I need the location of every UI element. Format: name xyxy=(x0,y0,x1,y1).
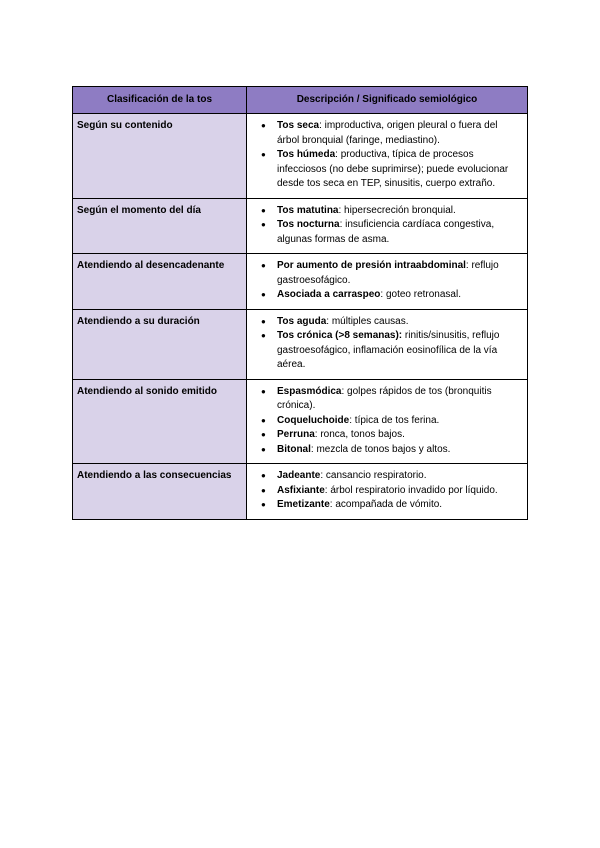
bullet-icon: ● xyxy=(261,150,266,159)
list-item xyxy=(261,469,519,484)
bullet-icon: ● xyxy=(261,290,266,299)
row-description xyxy=(247,254,528,310)
list-item xyxy=(261,414,519,429)
list-item xyxy=(261,428,519,443)
description-list xyxy=(251,119,519,192)
row-category: Según el momento del día xyxy=(73,198,247,254)
description-list xyxy=(251,315,519,373)
item-text: : ronca, tonos bajos. xyxy=(314,429,405,440)
list-item xyxy=(261,385,519,414)
description-list xyxy=(251,259,519,303)
row-category: Atendiendo a las consecuencias xyxy=(73,464,247,520)
row-category: Según su contenido xyxy=(73,114,247,199)
list-item xyxy=(261,484,519,499)
item-term: Tos nocturna xyxy=(277,219,340,230)
item-text: : hipersecreción bronquial. xyxy=(338,204,456,216)
list-item xyxy=(261,119,519,148)
row-description xyxy=(247,114,528,199)
item-text: : típica de tos ferina. xyxy=(349,414,440,426)
list-item xyxy=(261,218,519,247)
item-text: : productiva, típica de procesos infecciosos (no debe suprimirse); puede evolucionar desde tos seca en TEP, sinusitis, cuerpo extraño. xyxy=(277,149,509,189)
bullet-icon: ● xyxy=(261,485,266,495)
row-description xyxy=(247,198,528,254)
item-text: : insuficiencia cardíaca congestiva, algunas formas de asma. xyxy=(277,219,495,245)
table-row xyxy=(73,198,528,254)
item-term: Tos aguda xyxy=(277,315,327,327)
item-term: Tos seca xyxy=(277,120,320,131)
table-row xyxy=(73,464,528,520)
item-term: Asociada a carraspeo xyxy=(277,289,381,300)
item-term: Tos húmeda xyxy=(277,149,336,160)
item-text: rinitis/sinusitis, reflujo gastroesofágico, inflamación eosinofílica de la vía aérea. xyxy=(277,330,500,370)
item-text: : múltiples causas. xyxy=(326,315,409,327)
row-category: Atendiendo al desencadenante xyxy=(73,254,247,310)
row-description xyxy=(247,464,528,520)
item-term: Tos crónica (>8 semanas): xyxy=(277,330,403,341)
item-text: : cansancio respiratorio. xyxy=(320,470,427,481)
list-item xyxy=(261,259,519,288)
description-list xyxy=(251,385,519,458)
list-item xyxy=(261,315,519,330)
item-term: Perruna xyxy=(277,429,315,440)
table-row xyxy=(73,379,528,464)
list-item xyxy=(261,288,519,303)
item-text: : golpes rápidos de tos (bronquitis crónica). xyxy=(277,385,492,411)
item-term: Por aumento de presión intraabdominal xyxy=(277,260,466,271)
item-term: Coqueluchoide xyxy=(277,414,350,426)
cough-classification-table xyxy=(72,86,528,520)
bullet-icon: ● xyxy=(261,471,266,480)
list-item xyxy=(261,498,519,513)
list-item xyxy=(261,148,519,192)
item-term: Tos matutina xyxy=(277,204,339,216)
item-text: : goteo retronasal. xyxy=(380,289,461,300)
table-header-row xyxy=(73,87,528,114)
bullet-icon: ● xyxy=(261,316,266,326)
item-text: : acompañada de vómito. xyxy=(329,499,443,510)
item-term: Bitonal xyxy=(277,443,311,455)
bullet-icon: ● xyxy=(261,430,266,439)
description-list xyxy=(251,469,519,513)
table-row xyxy=(73,254,528,310)
item-term: Espasmódica xyxy=(277,385,342,397)
item-text: : árbol respiratorio invadido por líquido. xyxy=(324,484,498,496)
bullet-icon: ● xyxy=(261,444,266,454)
row-category: Atendiendo al sonido emitido xyxy=(73,379,247,464)
row-description xyxy=(247,309,528,379)
item-term: Asfixiante xyxy=(277,484,325,496)
row-category: Atendiendo a su duración xyxy=(73,309,247,379)
row-description xyxy=(247,379,528,464)
bullet-icon: ● xyxy=(261,415,266,425)
item-text: : reflujo gastroesofágico. xyxy=(277,260,499,286)
bullet-icon: ● xyxy=(261,220,266,229)
header-classification: Clasificación de la tos xyxy=(73,87,247,114)
list-item xyxy=(261,329,519,373)
item-term: Jadeante xyxy=(277,470,321,481)
item-text: : mezcla de tonos bajos y altos. xyxy=(310,443,451,455)
table-row xyxy=(73,114,528,199)
bullet-icon: ● xyxy=(261,205,266,215)
description-list xyxy=(251,204,519,248)
bullet-icon: ● xyxy=(261,500,266,509)
bullet-icon: ● xyxy=(261,386,266,396)
list-item xyxy=(261,443,519,458)
bullet-icon: ● xyxy=(261,121,266,130)
item-term: Emetizante xyxy=(277,499,330,510)
item-text: : improductiva, origen pleural o fuera del árbol bronquial (faringe, mediastino). xyxy=(277,120,498,146)
list-item xyxy=(261,204,519,219)
table-row xyxy=(73,309,528,379)
header-description: Descripción / Significado semiológico xyxy=(247,87,528,114)
bullet-icon: ● xyxy=(261,261,266,270)
bullet-icon: ● xyxy=(261,331,266,340)
